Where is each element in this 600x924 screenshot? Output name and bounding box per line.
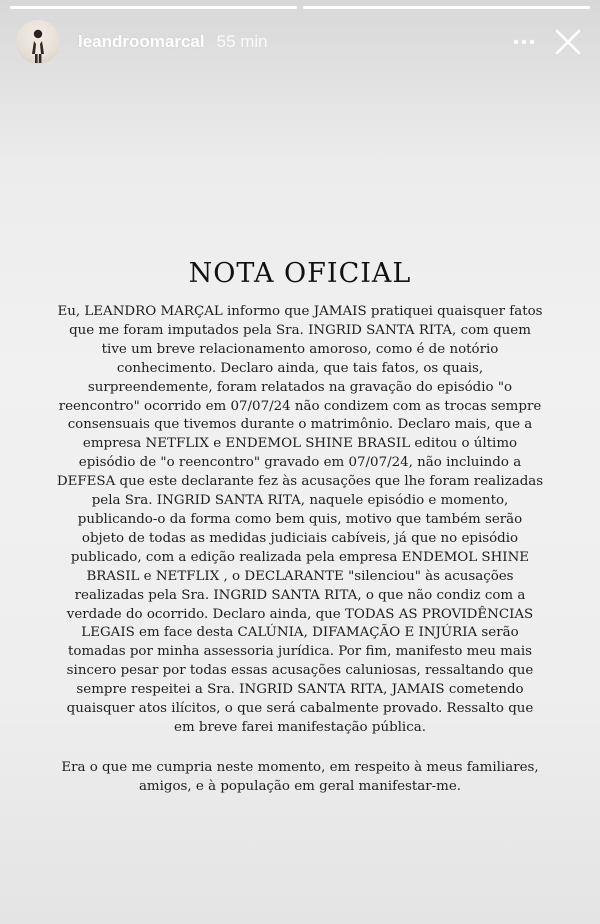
close-icon (554, 28, 582, 56)
more-options-button[interactable] (504, 22, 544, 62)
story-progress-fill-1 (10, 6, 297, 9)
username[interactable]: leandroomarcal (78, 32, 205, 51)
more-horizontal-icon (513, 39, 535, 45)
story-progress-fill-2 (303, 6, 590, 9)
avatar-person-icon (16, 20, 60, 64)
story-progress-segment-2 (303, 6, 590, 9)
avatar[interactable] (16, 20, 60, 64)
document-closing: Era o que me cumpria neste momento, em respeito à meus familiares, amigos, e à população em geral manifestar-me. (61, 759, 539, 794)
close-button[interactable] (548, 22, 588, 62)
official-note (55, 258, 545, 797)
story-progress-segment-1 (10, 6, 297, 9)
document-title: NOTA OFICIAL (188, 258, 412, 289)
story-progress-bar (10, 6, 590, 9)
post-time: 55 min (216, 32, 268, 51)
document-body: Eu, LEANDRO MARÇAL informo que JAMAIS pratiquei quaisquer fatos que me foram imputados pela Sra. INGRID SANTA RITA, com quem tive um breve relacionamento amoroso, como é de notório conhecimento. Declaro ainda, que tais fatos, os quais, surpreendemente, foram relatados na gravação do episódio "o reencontro" ocorrido em 07/07/24 não condizem com as trocas sempre consensuais que tivemos durante o matrimônio. Declaro mais, que a empresa NETFLIX e ENDEMOL SHINE BRASIL editou o último episódio de "o reencontro" gravado em 07/07/24, não incluindo a DEFESA que este declarante fez às acusações que lhe foram realizadas pela Sra. INGRID SANTA RITA, naquele episódio e momento, publicando-o da forma como bem quis, motivo que também serão objeto de todas as medidas judiciais cabíveis, já que no episódio publicado, com a edição realizada pela empresa ENDEMOL SHINE BRASIL e NETFLIX , o DECLARANTE "silenciou" às acusações realizadas pela Sra. INGRID SANTA RITA, o que não condiz com a verdade do ocorrido. Declaro ainda, que TODAS AS PROVIDÊNCIAS LEGAIS em face desta CALÚNIA, DIFAMAÇÃO E INJÚRIA serão tomadas por minha assessoria jurídica. Por fim, manifesto meu mais sincero pesar por todas essas acusações caluniosas, ressaltando que sempre respeitei a Sra. INGRID SANTA RITA, JAMAIS cometendo quaisquer atos ilícitos, o que será cabalmente provado. Ressalto que em breve farei manifestação pública. (56, 304, 544, 735)
story-header (16, 18, 588, 66)
